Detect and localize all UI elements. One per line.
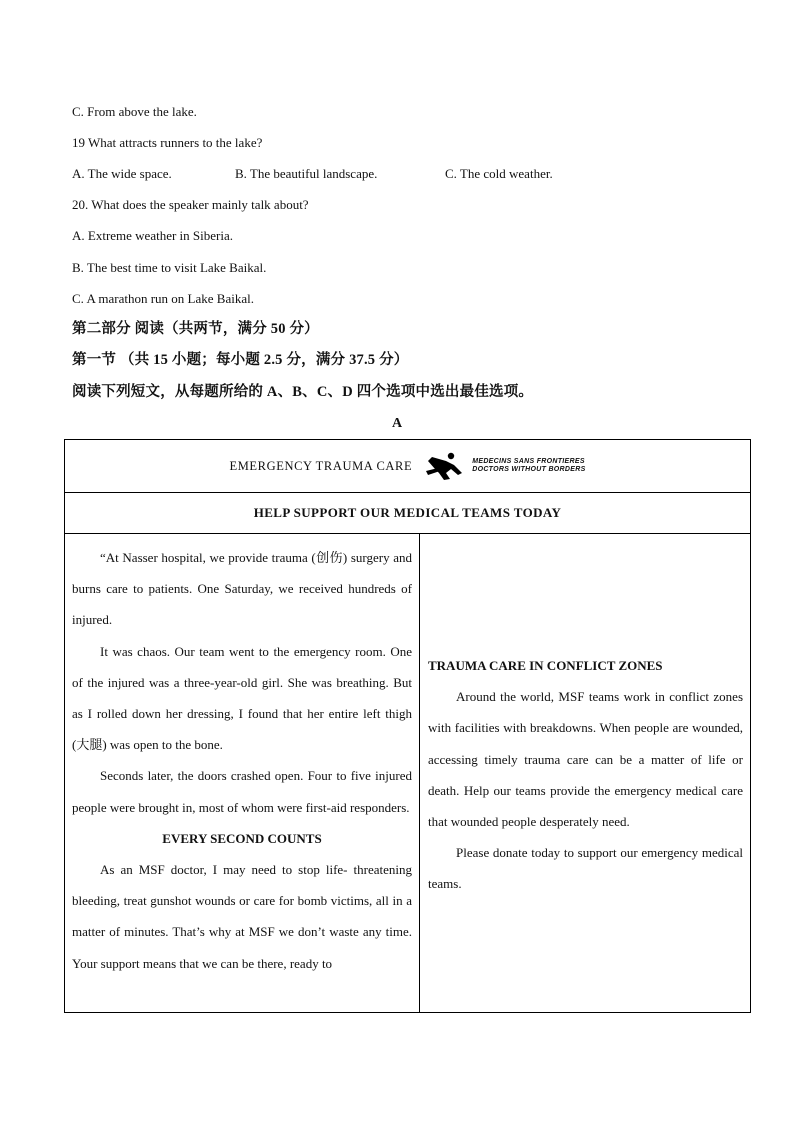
left-subheading: EVERY SECOND COUNTS	[162, 830, 322, 846]
logo-line-1: MEDECINS SANS FRONTIERES	[472, 458, 585, 465]
subsection-heading: 第一节 （共 15 小题；每小题 2.5 分，满分 37.5 分）	[72, 352, 409, 368]
q19-option-c: C. The cold weather.	[445, 166, 553, 181]
ad-title: EMERGENCY TRAUMA CARE	[229, 458, 413, 473]
ad-title-row	[65, 440, 751, 493]
right-paragraph-2: Please donate today to support our emergency medical teams.	[428, 845, 743, 892]
ad-table	[64, 439, 751, 1013]
left-paragraph-3: Seconds later, the doors crashed open. Four to five injured people were brought in, most of whom were first-aid responders.	[72, 768, 412, 815]
q20-option-b: B. The best time to visit Lake Baikal.	[72, 260, 267, 275]
q19-option-b: B. The beautiful landscape.	[235, 166, 378, 181]
question-20: 20. What does the speaker mainly talk about?	[72, 197, 309, 212]
left-paragraph-4: As an MSF doctor, I may need to stop life- threatening bleeding, treat gunshot wounds or care for bomb victims, all in a matter of minutes. That’s why at MSF we don’t waste any time. Your support means that we can be there, ready to	[72, 862, 412, 971]
passage-label: A	[391, 416, 403, 431]
part-heading: 第二部分 阅读（共两节，满分 50 分）	[72, 321, 319, 337]
msf-runner-icon	[424, 451, 468, 481]
q20-option-c: C. A marathon run on Lake Baikal.	[72, 291, 254, 306]
q19-option-a: A. The wide space.	[72, 166, 172, 181]
logo-line-2: DOCTORS WITHOUT BORDERS	[472, 466, 586, 473]
instruction: 阅读下列短文，从每题所给的 A、B、C、D 四个选项中选出最佳选项。	[72, 384, 534, 400]
q20-option-a: A. Extreme weather in Siberia.	[72, 228, 233, 243]
left-paragraph-1: “At Nasser hospital, we provide trauma (创伤) surgery and burns care to patients. One Saturday, we received hundreds of injured.	[72, 550, 412, 628]
ad-left-column	[65, 534, 420, 1013]
q18-option-c: C. From above the lake.	[72, 104, 197, 119]
left-paragraph-2: It was chaos. Our team went to the emergency room. One of the injured was a three-year-old girl. She was breathing. But as I rolled down her dressing, I found that her entire left thigh (大腿) was open to the bone.	[72, 643, 412, 753]
right-heading: TRAUMA CARE IN CONFLICT ZONES	[428, 658, 663, 673]
msf-logo	[424, 451, 585, 481]
msf-logo-text	[472, 458, 585, 474]
question-19-options	[72, 166, 712, 182]
right-paragraph-1: Around the world, MSF teams work in conflict zones with facilities with breakdowns. When people are wounded, accessing timely trauma care can be a matter of life or death. Help our teams provide the emergency medical care that wounded people desperately need.	[428, 689, 743, 830]
ad-right-column	[420, 534, 751, 1013]
ad-banner: HELP SUPPORT OUR MEDICAL TEAMS TODAY	[65, 493, 751, 534]
question-19: 19 What attracts runners to the lake?	[72, 135, 263, 150]
